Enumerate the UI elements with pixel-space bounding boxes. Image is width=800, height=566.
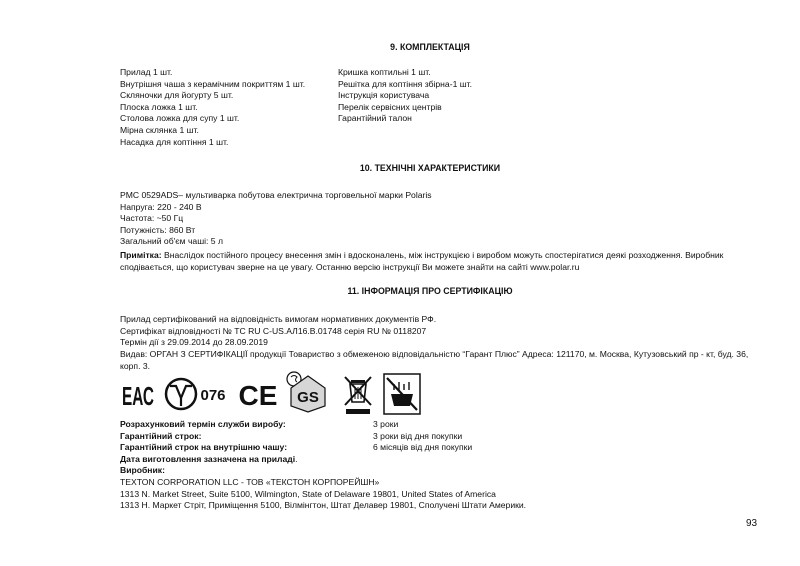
list-item: Плоска ложка 1 шт. <box>120 101 198 112</box>
page-number: 93 <box>746 518 758 529</box>
cert-line: Термін дії з 29.09.2014 до 28.09.2019 <box>120 337 268 348</box>
list-item: Інструкція користувача <box>338 90 430 101</box>
spec-line: Потужність: 860 Вт <box>120 224 196 235</box>
list-item: Прилад 1 шт. <box>120 67 173 77</box>
service-life-value: 3 роки <box>373 419 399 429</box>
ce-mark-icon <box>235 374 281 414</box>
note-text: Внаслідок постійного процесу внесення змін і вдосконалень, між інструкцією і виробом можуть спостерігатися деякі розходження. Виробник сподівається, що користувач зверне на це увагу. Останню версію інструкції Ви можете знайти на сайті www.polar.ru <box>120 250 724 272</box>
service-life-label: Розрахунковий термін служби виробу: <box>120 419 286 429</box>
eac-mark-icon <box>118 374 158 414</box>
no-dishwasher-icon <box>382 372 422 416</box>
tech-specs <box>120 190 432 248</box>
section-10-title: 10. ТЕХНІЧНІ ХАРАКТЕРИСТИКИ <box>359 163 501 173</box>
cert-line: Сертифікат відповідності № ТС RU C-US.АЛ16.В.01748 серія RU № 0118207 <box>120 325 427 336</box>
manufacturer-line: 1313 Н. Маркет Стріт, Приміщення 5100, Вілмінгтон, Штат Делавер 19801, Сполучені Штати Америки. <box>120 500 527 511</box>
list-item: Гарантійний талон <box>338 113 412 124</box>
svg-text:GS: GS <box>297 389 319 406</box>
note-label: Примітка: <box>120 250 162 260</box>
list-item: Скляночки для йогурту 5 шт. <box>120 90 234 101</box>
spec-line: PMC 0529ADS– мультиварка побутова електрична торговельної марки Polaris <box>120 190 432 200</box>
list-item: Решітка для коптіння збірна-1 шт. <box>338 78 472 89</box>
list-item: Кришка коптильні 1 шт. <box>338 67 431 77</box>
issued-by-paragraph: Видав: ОРГАН З СЕРТИФІКАЦІЇ продукції Товариство з обмеженою відповідальністю “Гарант Плюс” Адреса: 121170, м. Москва, Кутузовський пр - кт, буд. 36, корп. 3. <box>120 349 749 371</box>
gs-safety-mark-icon <box>283 370 333 414</box>
section-9-right-list <box>338 67 472 125</box>
svg-text:CE: CE <box>238 380 278 411</box>
manufacturer-line: TEXTON CORPORATION LLC - ТОВ «ТЕКСТОН КОРПОРЕЙШН» <box>120 476 380 487</box>
list-item: Насадка для коптіння 1 шт. <box>120 136 229 147</box>
section-9-left-list <box>120 67 305 148</box>
certification-info <box>120 314 436 349</box>
section-9-title: 9. КОМПЛЕКТАЦІЯ <box>390 42 470 52</box>
note-paragraph <box>120 250 760 273</box>
manufacturer-label: Виробник: <box>120 465 165 476</box>
warranty-values <box>373 419 472 454</box>
weee-crossed-bin-icon <box>340 372 376 416</box>
manufacturer-line: 1313 N. Market Street, Suite 5100, Wilmington, State of Delaware 19801, United States of America <box>120 488 496 499</box>
manufacture-date-suffix: . <box>295 453 298 464</box>
list-item: Мірна склянка 1 шт. <box>120 124 199 135</box>
cert-line: Прилад сертифікований на відповідність вимогам нормативних документів РФ. <box>120 314 437 324</box>
svg-text:ЕАС: ЕАС <box>122 381 155 411</box>
spec-line: Частота: ~50 Гц <box>120 213 184 224</box>
bowl-warranty-value: 6 місяців від дня покупки <box>373 442 473 453</box>
warranty-label: Гарантійний строк: <box>120 430 202 441</box>
spec-line: Загальний об'єм чаші: 5 л <box>120 236 223 247</box>
svg-text:076: 076 <box>200 387 226 404</box>
bowl-warranty-label: Гарантійний строк на внутрішню чашу: <box>120 442 288 453</box>
list-item: Перелік сервісних центрів <box>338 101 442 112</box>
list-item: Внутрішня чаша з керамічним покриттям 1 шт. <box>120 78 306 89</box>
spec-line: Напруга: 220 - 240 В <box>120 201 202 212</box>
warranty-value: 3 роки від дня покупки <box>373 430 463 441</box>
ua-conformity-mark-icon <box>163 374 233 414</box>
section-11-title: 11. ІНФОРМАЦІЯ ПРО СЕРТИФІКАЦІЮ <box>347 286 513 296</box>
list-item: Столова ложка для супу 1 шт. <box>120 113 240 124</box>
manufacture-date-label: Дата виготовлення зазначена на приладі <box>120 453 296 464</box>
